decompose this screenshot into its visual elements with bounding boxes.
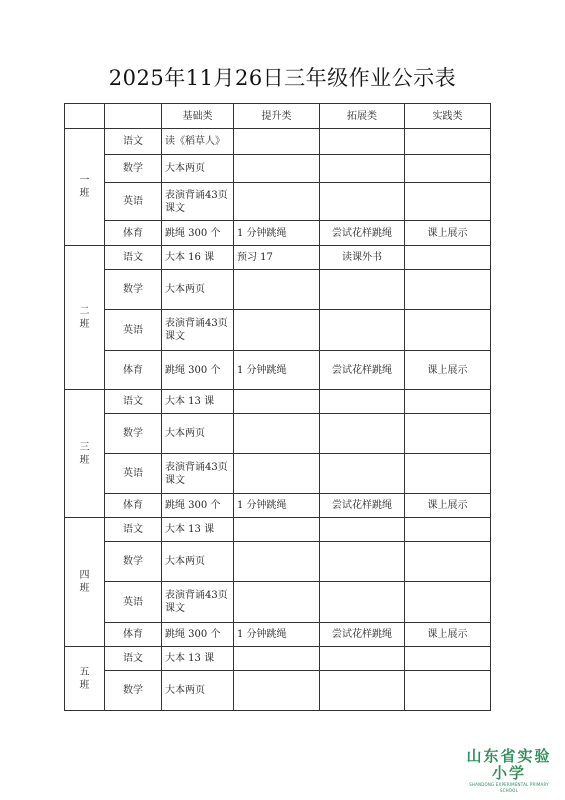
practice-cell: [405, 183, 491, 221]
subject-cell: 英语: [105, 582, 162, 623]
practice-cell: [405, 390, 491, 414]
table-row: [65, 221, 491, 246]
practice-cell: [405, 647, 491, 671]
table-row: [65, 246, 491, 270]
advance-cell: [234, 582, 320, 623]
class-label: 一 班: [65, 129, 105, 246]
logo-en-text: SHANDONG EXPERIMENTAL PRIMARY SCHOOL: [469, 782, 549, 793]
extend-cell: [320, 183, 405, 221]
advance-cell: [234, 454, 320, 494]
extend-cell: 尝试花样跳绳: [320, 494, 405, 518]
subject-cell: 语文: [105, 390, 162, 414]
extend-cell: 尝试花样跳绳: [320, 623, 405, 647]
extend-cell: [320, 390, 405, 414]
subject-cell: 数学: [105, 270, 162, 310]
extend-cell: [320, 582, 405, 623]
extend-cell: 尝试花样跳绳: [320, 221, 405, 246]
table-row: [65, 183, 491, 221]
advance-cell: 1 分钟跳绳: [234, 351, 320, 390]
extend-cell: 读课外书: [320, 246, 405, 270]
advance-cell: [234, 414, 320, 454]
extend-cell: [320, 155, 405, 183]
header-subject: [105, 104, 162, 129]
table-row: [65, 542, 491, 582]
practice-cell: [405, 414, 491, 454]
school-logo: [461, 748, 557, 794]
practice-cell: [405, 155, 491, 183]
advance-cell: [234, 310, 320, 351]
subject-cell: 体育: [105, 351, 162, 390]
practice-cell: [405, 246, 491, 270]
extend-cell: [320, 414, 405, 454]
advance-cell: [234, 183, 320, 221]
practice-cell: [405, 542, 491, 582]
practice-cell: [405, 582, 491, 623]
table-row: [65, 671, 491, 711]
table-row: [65, 414, 491, 454]
advance-cell: [234, 270, 320, 310]
basic-cell: 跳绳 300 个: [162, 623, 234, 647]
advance-cell: 预习 17: [234, 246, 320, 270]
basic-cell: 跳绳 300 个: [162, 494, 234, 518]
extend-cell: [320, 542, 405, 582]
basic-cell: 跳绳 300 个: [162, 221, 234, 246]
basic-cell: 大本两页: [162, 542, 234, 582]
header-blank: [65, 104, 105, 129]
page-title: 2025年11月26日三年级作业公示表: [108, 66, 457, 90]
extend-cell: [320, 647, 405, 671]
practice-cell: [405, 129, 491, 155]
subject-cell: 英语: [105, 310, 162, 351]
extend-cell: [320, 454, 405, 494]
table-row: [65, 623, 491, 647]
class-label: 三 班: [65, 390, 105, 518]
basic-cell: 表演背诵43页课文: [162, 183, 234, 221]
basic-cell: 大本 13 课: [162, 518, 234, 542]
practice-cell: [405, 310, 491, 351]
basic-cell: 表演背诵43页课文: [162, 454, 234, 494]
header-extend: 拓展类: [320, 104, 405, 129]
class-label: 二 班: [65, 246, 105, 390]
basic-cell: 大本两页: [162, 414, 234, 454]
advance-cell: 1 分钟跳绳: [234, 623, 320, 647]
subject-cell: 语文: [105, 129, 162, 155]
table-row: [65, 390, 491, 414]
extend-cell: [320, 518, 405, 542]
subject-cell: 体育: [105, 221, 162, 246]
extend-cell: [320, 129, 405, 155]
extend-cell: [320, 671, 405, 711]
table-row: [65, 270, 491, 310]
table-row: [65, 155, 491, 183]
advance-cell: [234, 155, 320, 183]
advance-cell: [234, 671, 320, 711]
advance-cell: [234, 647, 320, 671]
advance-cell: 1 分钟跳绳: [234, 494, 320, 518]
class-label: 四 班: [65, 518, 105, 647]
subject-cell: 数学: [105, 414, 162, 454]
header-advance: 提升类: [234, 104, 320, 129]
advance-cell: [234, 129, 320, 155]
header-row: [65, 104, 491, 129]
advance-cell: [234, 542, 320, 582]
subject-cell: 数学: [105, 542, 162, 582]
basic-cell: 跳绳 300 个: [162, 351, 234, 390]
practice-cell: 课上展示: [405, 221, 491, 246]
subject-cell: 体育: [105, 623, 162, 647]
basic-cell: 大本 16 课: [162, 246, 234, 270]
table-row: [65, 454, 491, 494]
class-label: 五 班: [65, 647, 105, 711]
basic-cell: 大本 13 课: [162, 647, 234, 671]
extend-cell: [320, 310, 405, 351]
subject-cell: 语文: [105, 518, 162, 542]
table-row: [65, 351, 491, 390]
basic-cell: 大本 13 课: [162, 390, 234, 414]
table-row: [65, 518, 491, 542]
practice-cell: [405, 454, 491, 494]
practice-cell: 课上展示: [405, 623, 491, 647]
practice-cell: [405, 270, 491, 310]
table-row: [65, 647, 491, 671]
basic-cell: 表演背诵43页课文: [162, 582, 234, 623]
practice-cell: [405, 671, 491, 711]
advance-cell: 1 分钟跳绳: [234, 221, 320, 246]
basic-cell: 大本两页: [162, 155, 234, 183]
table-row: [65, 129, 491, 155]
subject-cell: 英语: [105, 183, 162, 221]
header-basic: 基础类: [162, 104, 234, 129]
homework-table: [64, 103, 491, 711]
practice-cell: [405, 518, 491, 542]
subject-cell: 语文: [105, 246, 162, 270]
table-row: [65, 582, 491, 623]
table-row: [65, 494, 491, 518]
logo-cn-text: 山东省实验小学: [466, 747, 552, 782]
practice-cell: 课上展示: [405, 351, 491, 390]
basic-cell: 读《稻草人》: [162, 129, 234, 155]
advance-cell: [234, 518, 320, 542]
subject-cell: 数学: [105, 671, 162, 711]
extend-cell: 尝试花样跳绳: [320, 351, 405, 390]
practice-cell: 课上展示: [405, 494, 491, 518]
basic-cell: 表演背诵43页课文: [162, 310, 234, 351]
header-practice: 实践类: [405, 104, 491, 129]
extend-cell: [320, 270, 405, 310]
table-row: [65, 310, 491, 351]
subject-cell: 英语: [105, 454, 162, 494]
subject-cell: 语文: [105, 647, 162, 671]
subject-cell: 体育: [105, 494, 162, 518]
advance-cell: [234, 390, 320, 414]
basic-cell: 大本两页: [162, 671, 234, 711]
basic-cell: 大本两页: [162, 270, 234, 310]
subject-cell: 数学: [105, 155, 162, 183]
